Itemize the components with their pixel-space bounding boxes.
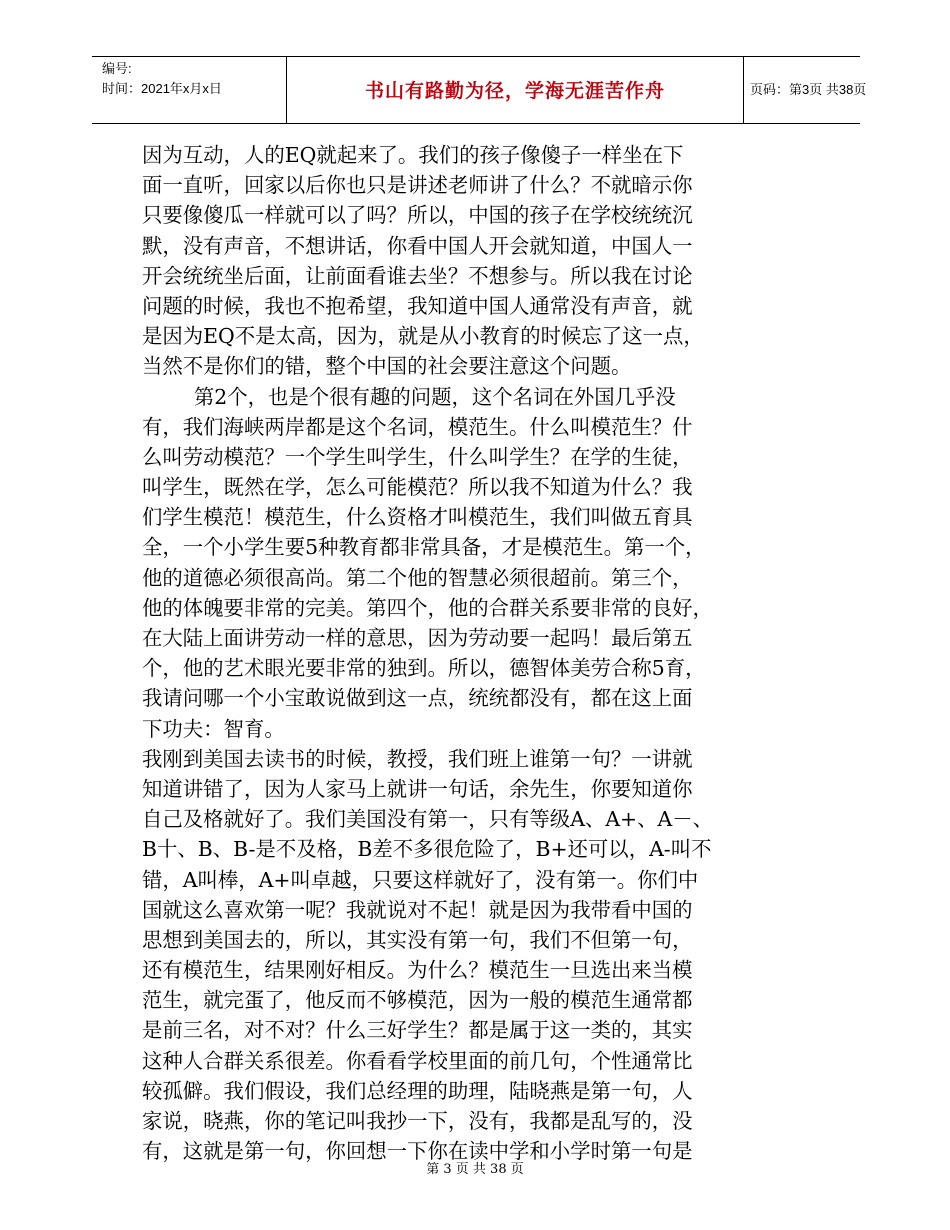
body-text-line: 开会统统坐后面，让前面看谁去坐？不想参与。所以我在讨论 [142, 263, 693, 288]
body-text-line: 面一直听，回家以后你也只是讲述老师讲了什么？不就暗示你 [142, 173, 693, 198]
body-text-line: 下功夫：智育。 [142, 716, 285, 741]
body-text-line: 是因为EQ不是太高，因为，就是从小教育的时候忘了这一点， [142, 324, 704, 349]
body-text-line: 只要像傻瓜一样就可以了吗？所以，中国的孩子在学校统统沉 [142, 203, 693, 228]
body-text-line: 他的体魄要非常的完美。第四个，他的合群关系要非常的良好， [142, 595, 713, 620]
body-text-line: B十、B、B-是不及格，B差不多很危险了，B+还可以，A-叫不 [142, 837, 712, 862]
body-text-line: 在大陆上面讲劳动一样的意思，因为劳动要一起吗！最后第五 [142, 626, 693, 650]
header-motto: 书山有路勤为径，学海无涯苦作舟 [364, 80, 665, 102]
header-left-cell [92, 57, 286, 123]
body-text-line: 因为互动，人的EQ就起来了。我们的孩子像傻子一样坐在下 [142, 143, 684, 167]
body-text-line: 问题的时候，我也不抱希望，我知道中国人通常没有声音，就 [142, 293, 693, 318]
body-text-line: 错，A叫棒，A+叫卓越，只要这样就好了，没有第一。你们中 [142, 867, 699, 892]
body-text-line: 有，我们海峡两岸都是这个名词，模范生。什么叫模范生？什 [142, 414, 693, 439]
body-text-line: 么叫劳动模范？一个学生叫学生，什么叫学生？在学的生徒， [142, 444, 693, 469]
page-header [92, 56, 867, 124]
body-text-line: 自己及格就好了。我们美国没有第一，只有等级A、A+、A－、 [142, 807, 714, 832]
header-right-cell [742, 57, 867, 123]
body-text-line: 国就这么喜欢第一呢？我就说对不起！就是因为我带看中国的 [142, 897, 693, 922]
header-page-label: 页码：第3页 共38页 [750, 82, 867, 97]
body-text-line: 们学生模范！模范生，什么资格才叫模范生，我们叫做五育具 [142, 505, 693, 530]
body-text-line: 第2个，也是个很有趣的问题，这个名词在外国几乎没 [142, 384, 676, 409]
body-text-line: 是前三名，对不对？什么三好学生？都是属于这一类的，其实 [142, 1018, 693, 1043]
document-body [142, 140, 822, 1166]
doc-time-label: 时间：2021年x月x日 [102, 81, 222, 96]
body-text-line: 家说，晓燕，你的笔记叫我抄一下，没有，我都是乱写的，没 [142, 1109, 693, 1133]
body-text-line: 有，这就是第一句，你回想一下你在读中学和小学时第一句是 [142, 1139, 693, 1164]
body-text-line: 全，一个小学生要5种教育都非常具备，才是模范生。第一个， [142, 535, 706, 560]
body-text-line: 知道讲错了，因为人家马上就讲一句话，余先生，你要知道你 [142, 776, 693, 801]
page-footer: 第 3 页 共 38 页 [426, 1162, 524, 1177]
body-text-line: 还有模范生，结果刚好相反。为什么？模范生一旦选出来当模 [142, 958, 693, 983]
body-text-line: 当然不是你们的错，整个中国的社会要注意这个问题。 [142, 354, 632, 379]
header-center-cell [286, 57, 744, 123]
body-text-line: 默，没有声音，不想讲话，你看中国人开会就知道，中国人一 [142, 233, 693, 258]
body-text-line: 范生，就完蛋了，他反而不够模范，因为一般的模范生通常都 [142, 988, 693, 1013]
doc-number-label: 编号: [102, 61, 132, 76]
body-text-line: 我刚到美国去读书的时候，教授，我们班上谁第一句？一讲就 [142, 746, 693, 771]
body-text-line: 叫学生，既然在学，怎么可能模范？所以我不知道为什么？我 [142, 475, 693, 500]
body-text-line: 这种人合群关系很差。你看看学校里面的前几句，个性通常比 [142, 1048, 693, 1073]
body-text-line: 个，他的艺术眼光要非常的独到。所以，德智体美劳合称5育， [142, 656, 706, 681]
body-text-line: 较孤僻。我们假设，我们总经理的助理，陆晓燕是第一句，人 [142, 1078, 693, 1103]
body-text-line: 他的道德必须很高尚。第二个他的智慧必须很超前。第三个， [142, 565, 693, 590]
body-text-line: 思想到美国去的，所以，其实没有第一句，我们不但第一句， [142, 927, 693, 952]
body-text-line: 我请问哪一个小宝敢说做到这一点，统统都没有，都在这上面 [142, 686, 693, 711]
